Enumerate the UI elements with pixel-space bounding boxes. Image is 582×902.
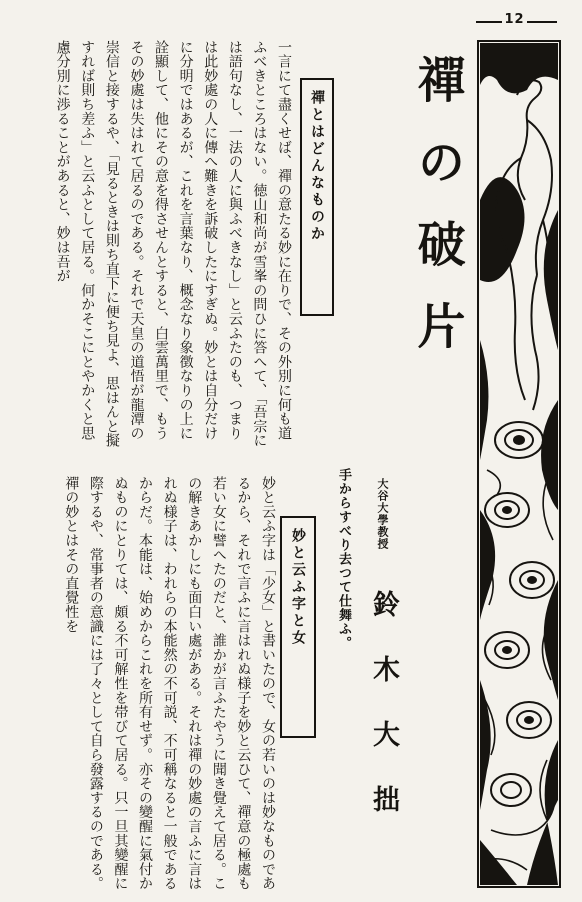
section-body: 妙と云ふ字は「少女」と書いたので、女の若いのは妙なものであるから、それで言ふに言はれぬ様子を妙と云ひて、禪意の極處も若い女に譬へたのだと、誰かが言ふたやうに聞き覺えて居る。この解きあかしにも面白い處がある。それは禪の妙處の言ふに言はれぬ様子は、われらの本能然の不可説、不可稱なると一般であるからだ。本能は、始めからこれを所有せず。亦その變醒に氣付かぬものにとりては、頗る不可解性を帯びて居る。只一旦其變醒に際するや、常事者の意識には了々として自ら發露するのである。禪の妙とはその直覺性を	[63, 476, 276, 891]
author-name: 鈴木大拙	[368, 590, 399, 850]
section-body: 一言にて盡くせば、禪の意たる妙に在りで、その外別に何も道ふべきところはない。徳山和尚が雪峯の問ひに答へて、「吾宗には語句なし、一法の人に與ふべきなし」と云ふたのも、つまりは此妙處の人に傳へ難きを訴破したにすぎぬ。妙とは自分だけに分明ではあるが、これを言葉なり、概念なり象徴なりの上に詮顯して、他にその意を得させんとすると、白雲萬里で、もうその妙處は失はれて居るのである。それで天皇の道悟が龍潭の崇信と接するや、「見るときは則ち直下に便ち見よ、思はんと擬すれば則ち差ふ」と云ふとして居る。何かそこにとやかくと思慮分別に渉ることがあると、妙は吾が	[54, 40, 292, 448]
page-number-rule-right	[527, 21, 557, 23]
epigraph: 手からすべり去つて仕舞ふ。	[336, 468, 351, 650]
page-number-rule-left	[476, 21, 502, 23]
page-number: 12	[504, 12, 525, 27]
peacock-decoration	[477, 40, 561, 888]
article-title: 禪の破片	[409, 55, 465, 383]
section-heading-box	[300, 78, 334, 316]
author-affiliation: 大谷大學教授	[376, 478, 389, 550]
section-heading-box	[280, 516, 316, 738]
section-heading: 禪とはどんなものか	[309, 90, 325, 243]
section-heading: 妙と云ふ字と女	[290, 528, 306, 647]
